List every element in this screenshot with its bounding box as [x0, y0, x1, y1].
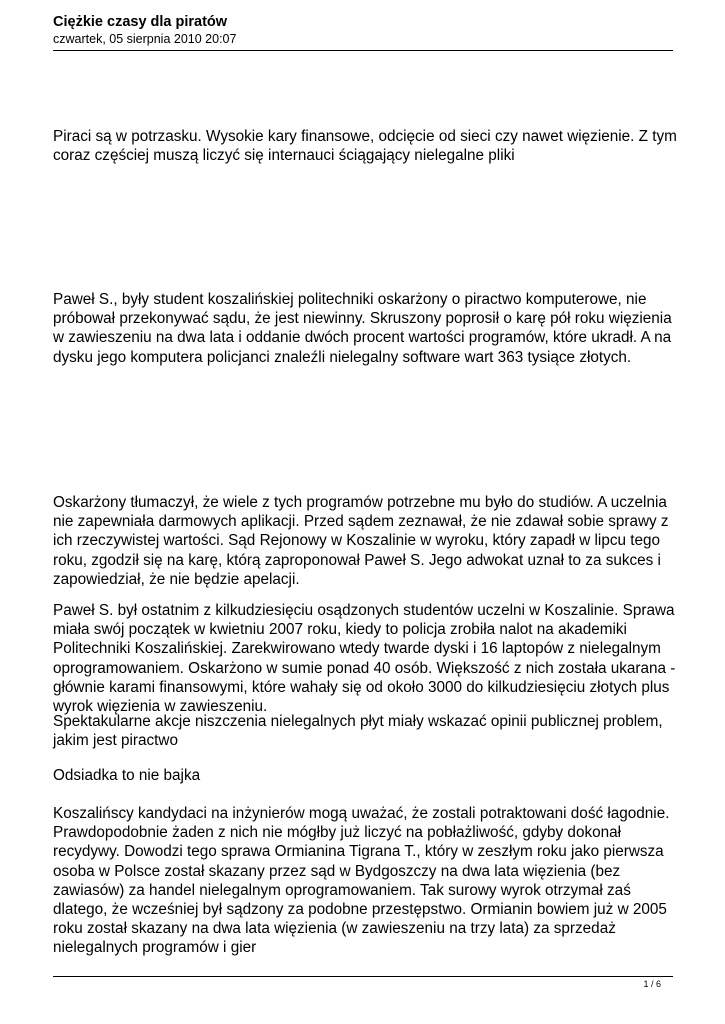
- section-heading: Odsiadka to nie bajka: [53, 767, 201, 784]
- paragraph-body: Oskarżony tłumaczył, że wiele z tych programów potrzebne mu było do studiów. A uczelnia nie zapewniała darmowych aplikacji. Przed sądem zeznawał, że nie zdawał sobie sprawy z ich rzeczywistej wartości. Sąd Rejonowy w Koszalinie w wyroku, który zapadł w lipcu tego roku, zgodził się na karę, którą zaproponował Paweł S. Jego adwokat uznał to za sukces i zapowiedział, że nie będzie apelacji.: [53, 494, 669, 588]
- paragraph-body: Koszalińscy kandydaci na inżynierów mogą uważać, że zostali potraktowani dość łagodnie. Prawdopodobnie żaden z nich nie mógłby już liczyć na pobłażliwość, gdyby dokonał recydywy. Dowodzi tego sprawa Ormianina Tigrana T., który w zeszłym roku jako pierwsza osoba w Polsce został skazany przez sąd w Bydgoszczy na dwa lata więzienia (bez zawiasów) za handel nielegalnym oprogramowaniem. Tak surowy wyrok otrzymał zaś dlatego, że wcześniej był sądzony za podobne przestępstwo. Ormianin bowiem już w 2005 roku został skazany na dwa lata więzienia (w zawieszeniu na trzy lata) za sprzedaż nielegalnych programów i gier: [53, 805, 670, 957]
- footer-divider: [53, 976, 673, 977]
- paragraph-body: Paweł S. był ostatnim z kilkudziesięciu osądzonych studentów uczelni w Koszalinie. Sprawa miała swój początek w kwietniu 2007 roku, kiedy to policja zrobiła nalot na akademiki Politechniki Koszalińskiej. Zarekwirowano wtedy twarde dyski i 16 laptopów z nielegalnym oprogramowaniem. Oskarżono w sumie ponad 40 osób. Większość z nich została ukarana - głównie karami finansowymi, które wahały się od około 3000 do kilkudziesięciu złotych plus wyrok więzienia w zawieszeniu.: [53, 602, 676, 716]
- paragraph-body: Spektakularne akcje niszczenia nielegalnych płyt miały wskazać opinii publicznej problem, jakim jest piractwo: [53, 713, 663, 750]
- document-header: [53, 13, 673, 47]
- paragraph-lead: Piraci są w potrzasku. Wysokie kary finansowe, odcięcie od sieci czy nawet więzienie. Z tym coraz częściej muszą liczyć się internauci ściągający nielegalne pliki: [53, 128, 677, 165]
- paragraph-body: Paweł S., były student koszalińskiej politechniki oskarżony o piractwo komputerowe, nie próbował przekonywać sądu, że jest niewinny. Skruszony poprosił o karę pół roku więzienia w zawieszeniu na dwa lata i oddanie dwóch procent wartości programów, które ukradł. A na dysku jego komputera policjanci znaleźli nielegalny software wart 363 tysiące złotych.: [53, 291, 672, 366]
- article-date: czwartek, 05 sierpnia 2010 20:07: [53, 32, 237, 46]
- page-number: 1 / 6: [643, 979, 661, 989]
- header-divider: [53, 50, 673, 51]
- article-title: Ciężkie czasy dla piratów: [53, 14, 228, 30]
